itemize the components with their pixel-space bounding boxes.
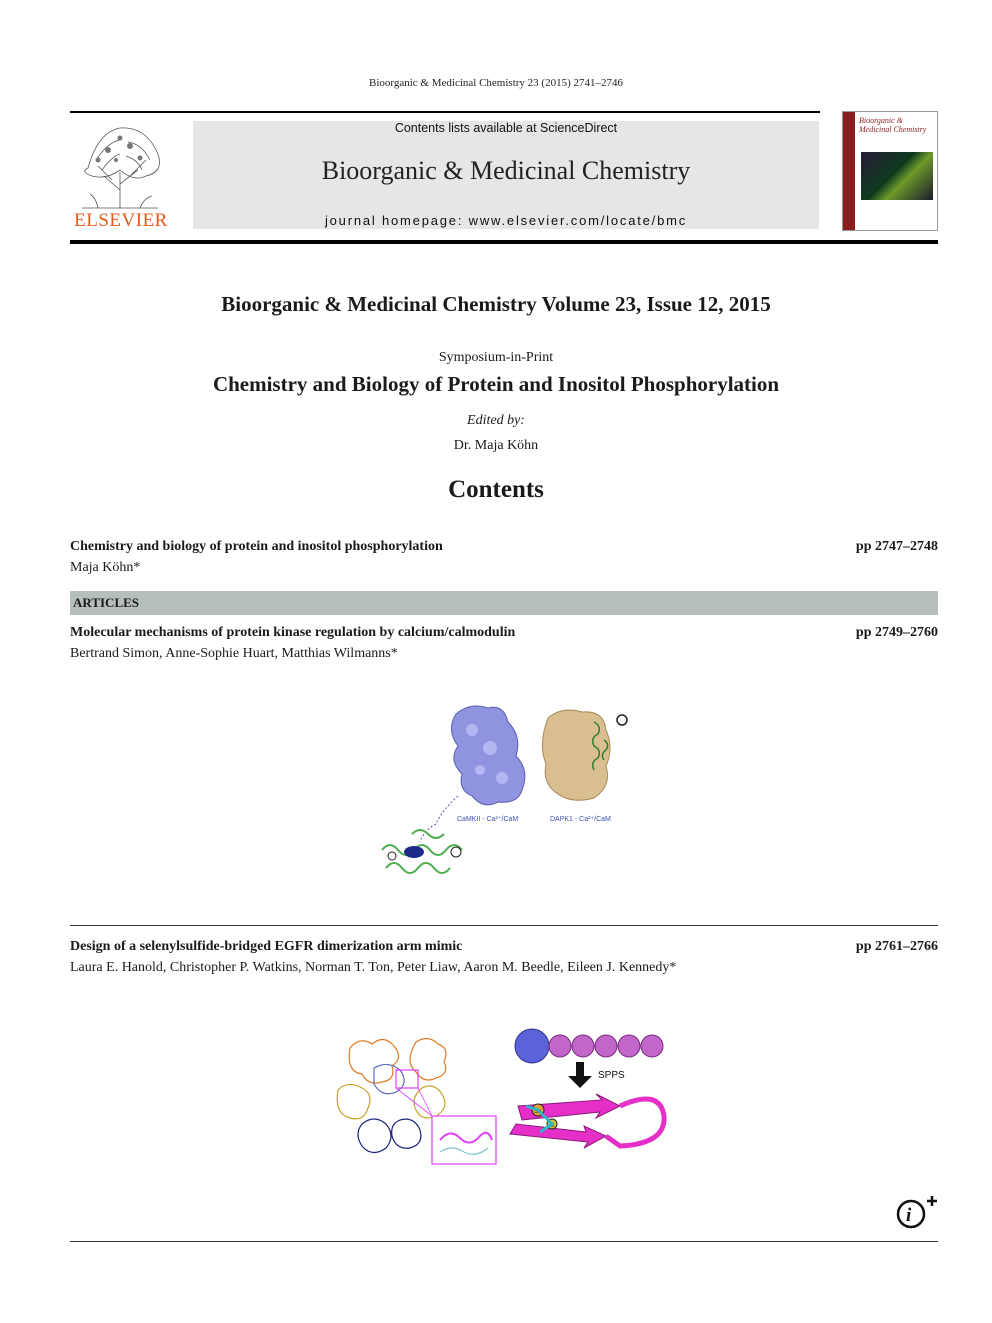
entry-title[interactable]: Chemistry and biology of protein and inositol phosphorylation	[70, 539, 443, 554]
entry-authors: Maja Köhn*	[70, 560, 141, 575]
volume-line: Bioorganic & Medicinal Chemistry Volume 23, Issue 12, 2015	[221, 292, 771, 316]
header-bottom-rule	[70, 240, 938, 244]
fig1-label-camkii: CaMKII - Ca²⁺/CaM	[457, 816, 519, 823]
entry-title[interactable]: Design of a selenylsulfide-bridged EGFR dimerization arm mimic	[70, 939, 463, 954]
cover-spine	[843, 112, 855, 230]
cover-image	[861, 152, 933, 200]
editor-name: Dr. Maja Köhn	[453, 438, 539, 453]
se-atom-label: Se	[534, 1109, 542, 1115]
svg-text:i: i	[906, 1205, 912, 1226]
entry-title[interactable]: Molecular mechanisms of protein kinase regulation by calcium/calmodulin	[70, 625, 516, 640]
symposium-label: Symposium-in-Print	[438, 350, 554, 365]
journal-citation: Bioorganic & Medicinal Chemistry 23 (2015) 2741–2746	[369, 77, 623, 89]
journal-homepage-link[interactable]: journal homepage: www.elsevier.com/locate/bmc	[324, 213, 688, 228]
publisher-logo[interactable]: ELSEVIER	[74, 210, 168, 231]
entry-separator	[70, 925, 938, 926]
footer-rule	[70, 1241, 938, 1242]
fig1-label-dapk1: DAPK1 - Ca²⁺/CaM	[550, 816, 611, 823]
edited-by-label: Edited by:	[467, 413, 525, 428]
contents-heading: Contents	[448, 476, 544, 503]
entry-pages: pp 2761–2766	[855, 939, 938, 954]
cover-title: Bioorganic & Medicinal Chemistry	[859, 116, 927, 134]
section-bar	[70, 591, 938, 615]
journal-title: Bioorganic & Medicinal Chemistry	[321, 156, 691, 185]
entry-authors: Bertrand Simon, Anne-Sophie Huart, Matthias Wilmanns*	[70, 646, 398, 661]
availability-text[interactable]: Contents lists available at ScienceDirect	[394, 121, 618, 135]
symposium-title: Chemistry and Biology of Protein and Inositol Phosphorylation	[212, 372, 780, 396]
header-top-rule	[70, 111, 820, 113]
s-atom-label: S	[550, 1123, 555, 1129]
entry-pages: pp 2749–2760	[855, 625, 938, 640]
camkii-surface	[451, 706, 524, 805]
dapk1-surface	[542, 710, 610, 800]
section-label: ARTICLES	[73, 595, 140, 610]
entry-pages: pp 2747–2748	[855, 539, 938, 554]
info-plus-icon[interactable]	[895, 1195, 941, 1231]
graphical-abstract-egfr	[330, 1028, 680, 1168]
journal-cover-thumbnail[interactable]	[842, 111, 938, 231]
spps-label: SPPS	[598, 1070, 625, 1081]
entry-authors: Laura E. Hanold, Christopher P. Watkins, Norman T. Ton, Peter Liaw, Aaron M. Beedle, Eileen J. Kennedy*	[70, 960, 677, 975]
graphical-abstract-kinase	[372, 700, 642, 892]
